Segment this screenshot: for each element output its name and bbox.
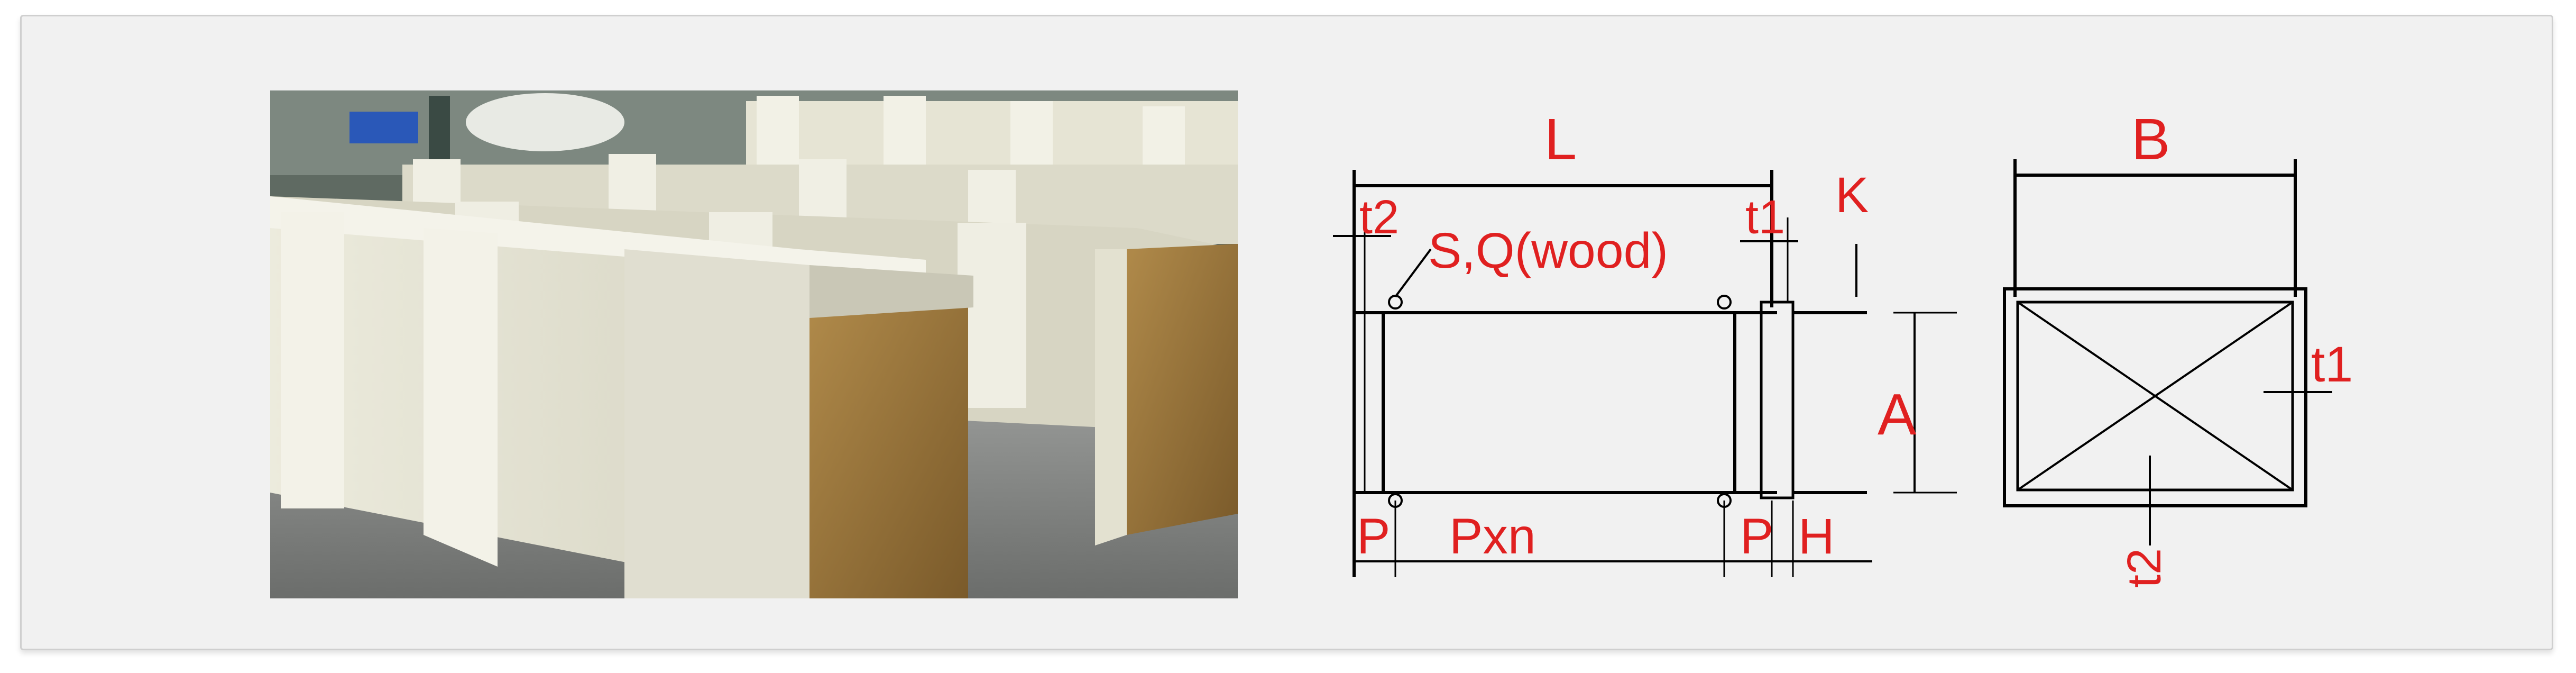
figure-panel — [20, 15, 2553, 650]
t2-label-side: t2 — [1359, 191, 1400, 244]
pxn-label: Pxn — [1449, 508, 1536, 565]
k-label: K — [1835, 167, 1869, 223]
p-left-label: P — [1357, 508, 1391, 565]
section-view — [2004, 159, 2332, 545]
flange-note-label: S,Q(wood) — [1428, 223, 1669, 279]
duct-dimension-drawing — [1333, 106, 2401, 604]
duct-photo — [270, 90, 1238, 598]
h-label: H — [1798, 508, 1835, 565]
t1-label-section: t1 — [2311, 336, 2353, 393]
t1-label-side: t1 — [1745, 191, 1786, 244]
a-label: A — [1878, 382, 1917, 447]
p-right-label: P — [1740, 508, 1774, 565]
t2-label-section: t2 — [2118, 548, 2171, 588]
b-label: B — [2131, 107, 2170, 172]
length-label: L — [1544, 107, 1577, 172]
